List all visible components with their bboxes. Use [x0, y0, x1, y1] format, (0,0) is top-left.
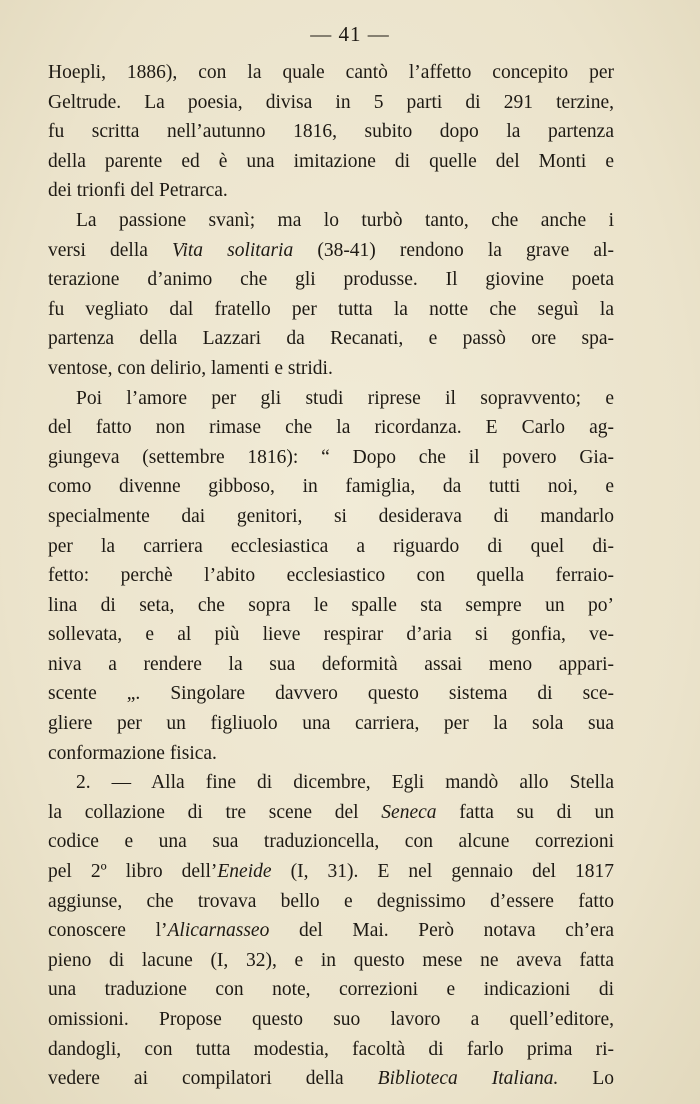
text-line — [48, 916, 614, 946]
text-line — [48, 1064, 614, 1094]
line-segment: fatta su di un — [436, 801, 614, 823]
text-line: codice e una sua traduzioncella, con alcune correzioni — [48, 831, 614, 853]
text-line: Geltrude. La poesia, divisa in 5 parti di 291 terzine, — [48, 91, 614, 113]
page-number: — 41 — — [310, 22, 390, 46]
line-segment: vedere ai compilatori della — [48, 1068, 378, 1090]
text-line: fetto: perchè l’abito ecclesiastico con quella ferraio- — [48, 565, 614, 587]
text-line: conformazione fisica. — [48, 742, 217, 764]
text-line: Hoepli, 1886), con la quale cantò l’affetto concepito per — [48, 62, 614, 83]
text-line: La passione svanì; ma lo turbò tanto, che anche i — [76, 209, 614, 231]
line-segment: versi della — [48, 239, 172, 261]
text-line: dei trionfi del Petrarca. — [48, 180, 228, 202]
text-line: omissioni. Propose questo suo lavoro a quell’editore, — [48, 1009, 614, 1030]
text-line: per la carriera ecclesiastica a riguardo di quel di- — [48, 535, 614, 557]
text-line: scente „. Singolare davvero questo sistema di sce- — [48, 683, 614, 705]
text-line: pieno di lacune (I, 32), e in questo mese ne aveva fatta — [48, 949, 614, 971]
text-line: della parente ed è una imitazione di quelle del Monti e — [48, 150, 614, 172]
text-line: fu scritta nell’autunno 1816, subito dopo la partenza — [48, 121, 614, 143]
text-line: 2. — Alla fine di dicembre, Egli mandò allo Stella — [76, 772, 614, 794]
text-line: niva a rendere la sua deformità assai meno appari- — [48, 653, 614, 675]
italic-title: Seneca — [381, 801, 437, 823]
text-line: specialmente dai genitori, si desiderava di mandarlo — [48, 505, 614, 527]
text-line — [48, 798, 614, 828]
text-line: fu vegliato dal fratello per tutta la notte che seguì la — [48, 298, 614, 320]
italic-title: Alicarnasseo — [167, 920, 270, 942]
text-line: gliere per un figliuolo una carriera, per la sola sua — [48, 713, 614, 735]
body-text — [48, 58, 614, 1094]
text-line — [48, 857, 614, 887]
text-line: aggiunse, che trovava bello e degnissimo d’essere fatto — [48, 890, 614, 912]
text-line: una traduzione con note, correzioni e indicazioni di — [48, 979, 614, 1001]
line-segment: Lo — [558, 1068, 614, 1090]
line-segment: conoscere l’ — [48, 920, 168, 942]
text-line: partenza della Lazzari da Recanati, e passò ore spa- — [48, 328, 614, 350]
text-line: lina di seta, che sopra le spalle sta sempre un po’ — [48, 594, 614, 616]
italic-title: Biblioteca Italiana. — [377, 1068, 559, 1090]
text-line: como divenne gibboso, in famiglia, da tutti noi, e — [48, 476, 614, 498]
text-line: terazione d’animo che gli produsse. Il giovine poeta — [48, 269, 614, 291]
text-line: del fatto non rimase che la ricordanza. E Carlo ag- — [48, 417, 614, 439]
line-segment: (I, 31). E nel gennaio del 1817 — [271, 861, 614, 883]
text-line: ventose, con delirio, lamenti e stridi. — [48, 357, 333, 379]
text-line: Poi l’amore per gli studi riprese il sopravvento; e — [76, 387, 614, 409]
text-line: sollevata, e al più lieve respirar d’aria si gonfia, ve- — [48, 624, 614, 646]
line-segment: la collazione di tre scene del — [48, 801, 382, 823]
text-line: dandogli, con tutta modestia, facoltà di farlo prima ri- — [48, 1038, 614, 1060]
italic-title: Vita solitaria — [171, 239, 294, 261]
italic-title: Eneide — [217, 861, 272, 883]
text-line — [48, 236, 614, 266]
line-segment: pel 2º libro dell’ — [48, 861, 218, 883]
line-segment: (38-41) rendono la grave al- — [293, 239, 614, 261]
line-segment: del Mai. Però notava ch’era — [269, 920, 614, 942]
text-line: giungeva (settembre 1816): “ Dopo che il povero Gia- — [48, 446, 614, 468]
